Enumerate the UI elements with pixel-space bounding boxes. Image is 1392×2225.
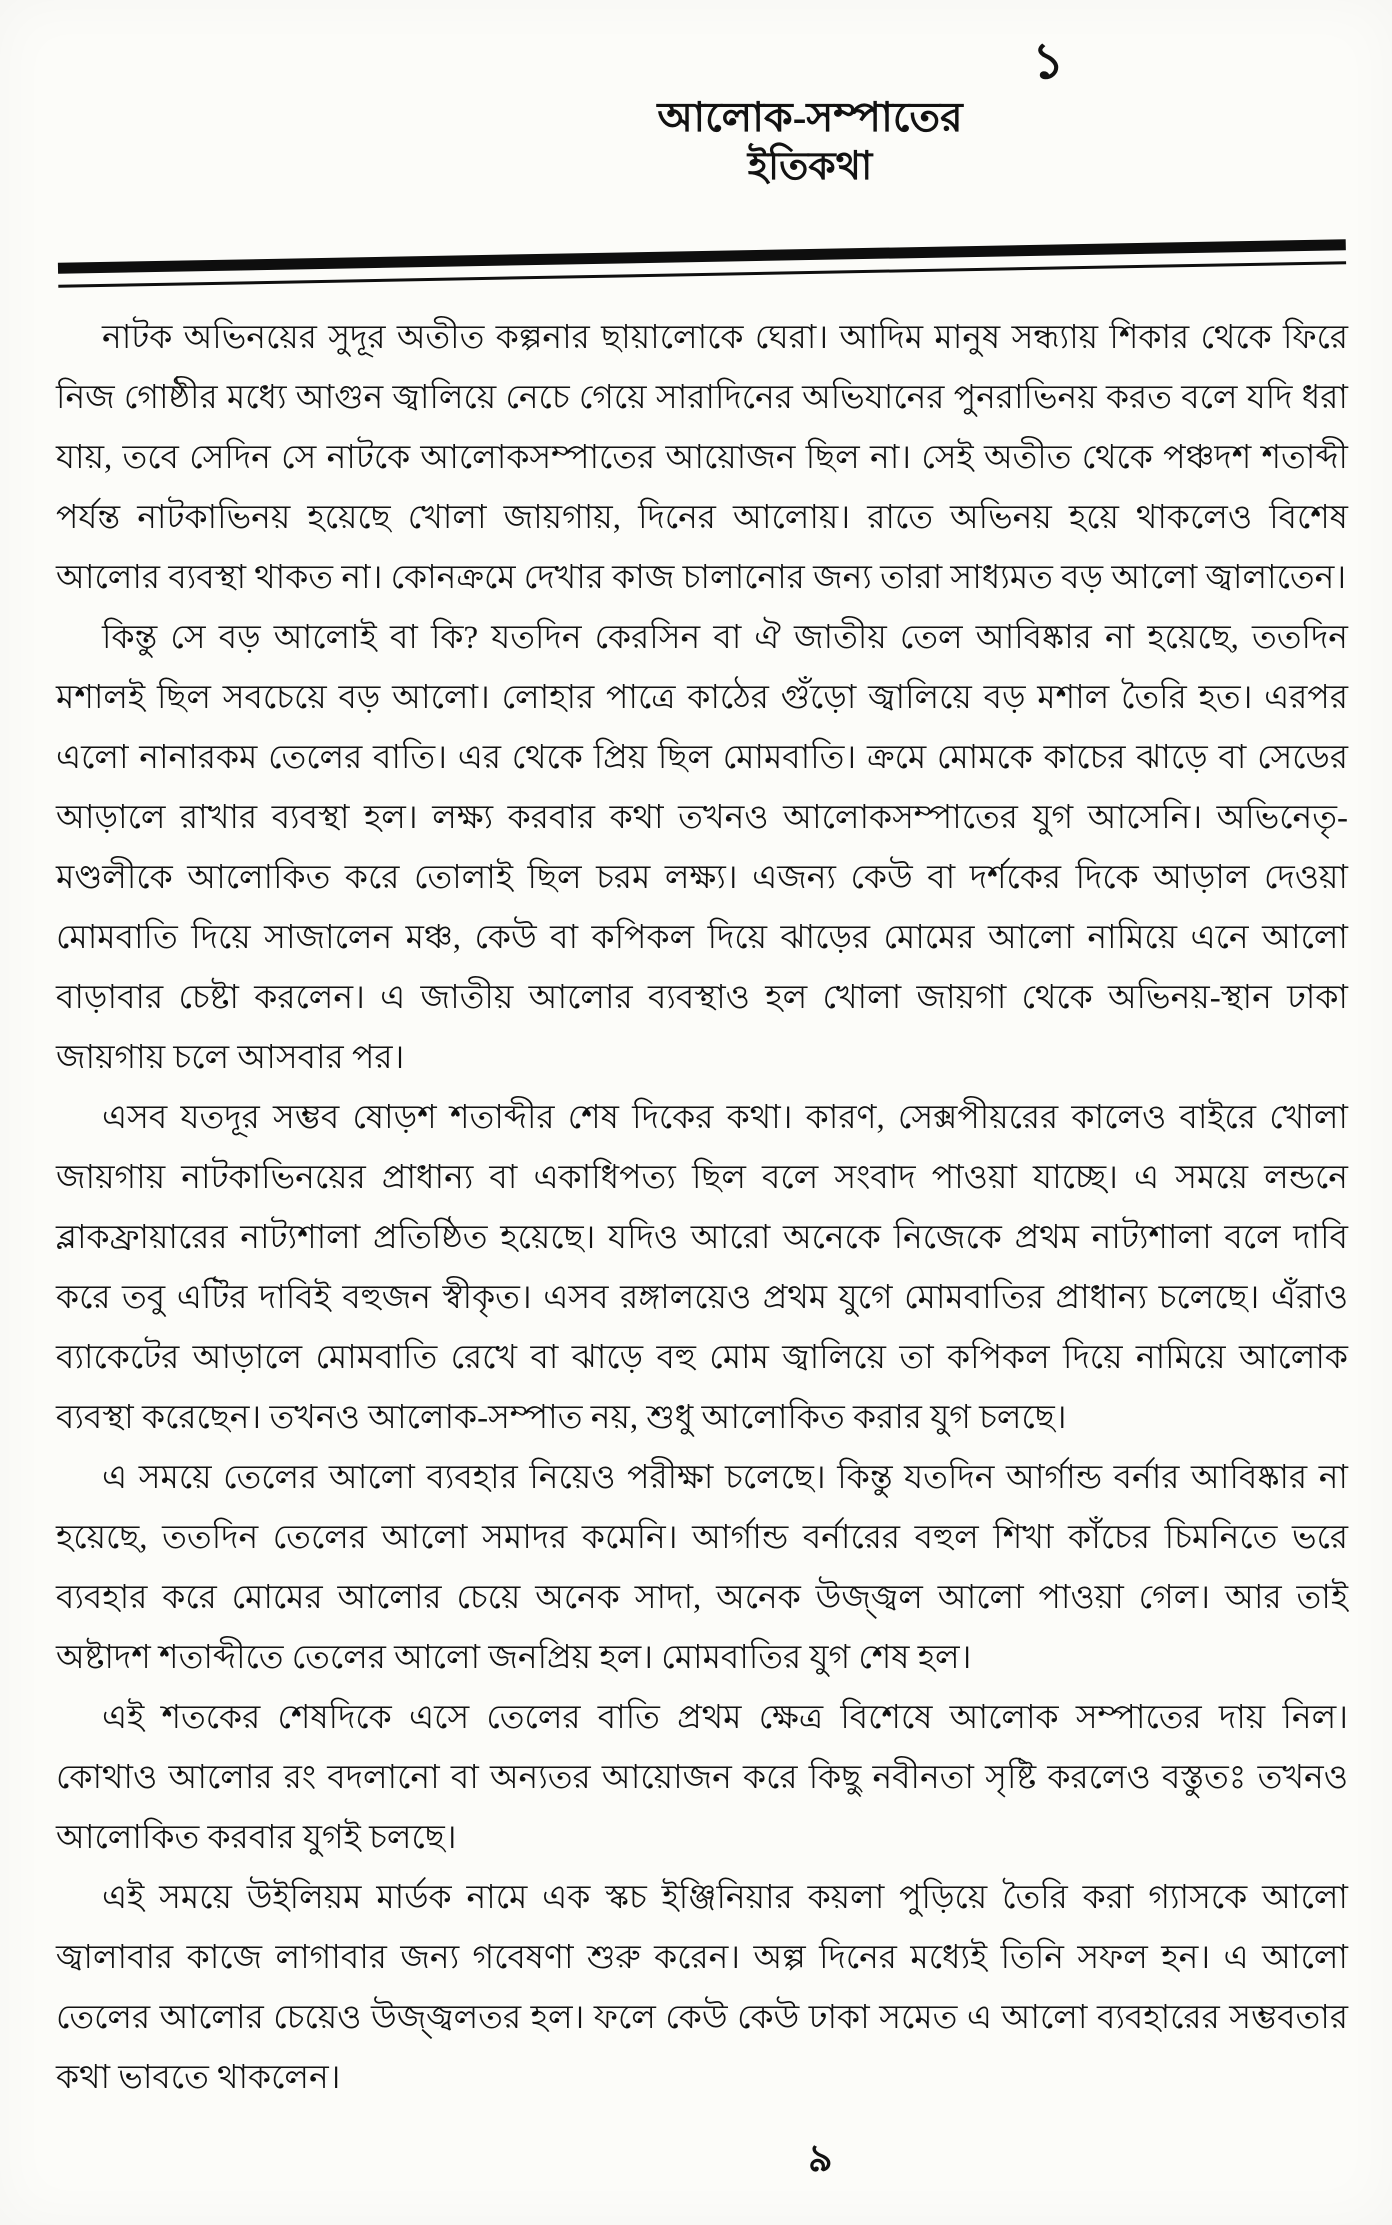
page-title-line1: আলোক-সম্পাতের (657, 94, 963, 140)
page-title (620, 94, 1000, 190)
body-text (56, 308, 1348, 2108)
paragraph-2: কিন্তু সে বড় আলোই বা কি? যতদিন কেরসিন বা ঐ জাতীয় তেল আবিষ্কার না হয়েছে, ততদিন মশালই ছিল সবচেয়ে বড় আলো। লোহার পাত্রে কাঠের গুঁড়ো জ্বালিয়ে বড় মশাল তৈরি হত। এরপর এলো নানারকম তেলের বাতি। এর থেকে প্রিয় ছিল মোমবাতি। ক্রমে মোমকে কাচের ঝাড়ে বা সেডের আড়ালে রাখার ব্যবস্থা হল। লক্ষ্য করবার কথা তখনও আলোকসম্পাতের যুগ আসেনি। অভিনেতৃ-মণ্ডলীকে আলোকিত করে তোলাই ছিল চরম লক্ষ্য। এজন্য কেউ বা দর্শকের দিকে আড়াল দেওয়া মোমবাতি দিয়ে সাজালেন মঞ্চ, কেউ বা কপিকল দিয়ে ঝাড়ের মোমের আলো নামিয়ে এনে আলো বাড়াবার চেষ্টা করলেন। এ জাতীয় আলোর ব্যবস্থাও হল খোলা জায়গা থেকে অভিনয়-স্থান ঢাকা জায়গায় চলে আসবার পর। (56, 620, 1348, 1076)
paragraph-5: এই শতকের শেষদিকে এসে তেলের বাতি প্রথম ক্ষেত্র বিশেষে আলোক সম্পাতের দায় নিল। কোথাও আলোর রং বদলানো বা অন্যতর আয়োজন করে কিছু নবীনতা সৃষ্টি করলেও বস্তুতঃ তখনও আলোকিত করবার যুগই চলছে। (56, 1700, 1348, 1856)
paragraph-3: এসব যতদূর সম্ভব ষোড়শ শতাব্দীর শেষ দিকের কথা। কারণ, সেক্সপীয়রের কালেও বাইরে খোলা জায়গায় নাটকাভিনয়ের প্রাধান্য বা একাধিপত্য ছিল বলে সংবাদ পাওয়া যাচ্ছে। এ সময়ে লন্ডনে ব্লাকফ্রায়ারের নাট্যশালা প্রতিষ্ঠিত হয়েছে। যদিও আরো অনেকে নিজেকে প্রথম নাট্যশালা বলে দাবি করে তবু এটির দাবিই বহুজন স্বীকৃত। এসব রঙ্গালয়েও প্রথম যুগে মোমবাতির প্রাধান্য চলেছে। এঁরাও ব্যাকেটের আড়ালে মোমবাতি রেখে বা ঝাড়ে বহু মোম জ্বালিয়ে তা কপিকল দিয়ে নামিয়ে আলোক ব্যবস্থা করেছেন। তখনও আলোক-সম্পাত নয়, শুধু আলোকিত করার যুগ চলছে। (56, 1100, 1348, 1436)
paragraph-4: এ সময়ে তেলের আলো ব্যবহার নিয়েও পরীক্ষা চলেছে। কিন্তু যতদিন আর্গান্ড বর্নার আবিষ্কার না হয়েছে, ততদিন তেলের আলো সমাদর কমেনি। আর্গান্ড বর্নারের বহুল শিখা কাঁচের চিমনিতে ভরে ব্যবহার করে মোমের আলোর চেয়ে অনেক সাদা, অনেক উজ্জ্বল আলো পাওয়া গেল। আর তাই অষ্টাদশ শতাব্দীতে তেলের আলো জনপ্রিয় হল। মোমবাতির যুগ শেষ হল। (56, 1460, 1348, 1676)
title-divider (58, 239, 1346, 288)
divider-thick-rule (58, 239, 1346, 274)
page-number: ৯ (808, 2138, 833, 2180)
paragraph-6: এই সময়ে উইলিয়ম মার্ডক নামে এক স্কচ ইঞ্জিনিয়ার কয়লা পুড়িয়ে তৈরি করা গ্যাসকে আলো জ্বালাবার কাজে লাগাবার জন্য গবেষণা শুরু করেন। অল্প দিনের মধ্যেই তিনি সফল হন। এ আলো তেলের আলোর চেয়েও উজ্জ্বলতর হল। ফলে কেউ কেউ ঢাকা সমেত এ আলো ব্যবহারের সম্ভবতার কথা ভাবতে থাকলেন। (56, 1880, 1348, 2096)
chapter-number: ১ (1032, 33, 1065, 89)
paragraph-1: নাটক অভিনয়ের সুদূর অতীত কল্পনার ছায়ালোকে ঘেরা। আদিম মানুষ সন্ধ্যায় শিকার থেকে ফিরে নিজ গোষ্ঠীর মধ্যে আগুন জ্বালিয়ে নেচে গেয়ে সারাদিনের অভিযানের পুনরাভিনয় করত বলে যদি ধরা যায়, তবে সেদিন সে নাটকে আলোকসম্পাতের আয়োজন ছিল না। সেই অতীত থেকে পঞ্চদশ শতাব্দী পর্যন্ত নাটকাভিনয় হয়েছে খোলা জায়গায়, দিনের আলোয়। রাতে অভিনয় হয়ে থাকলেও বিশেষ আলোর ব্যবস্থা থাকত না। কোনক্রমে দেখার কাজ চালানোর জন্য তারা সাধ্যমত বড় আলো জ্বালাতেন। (56, 320, 1348, 596)
page-title-line2: ইতিকথা (747, 145, 873, 189)
